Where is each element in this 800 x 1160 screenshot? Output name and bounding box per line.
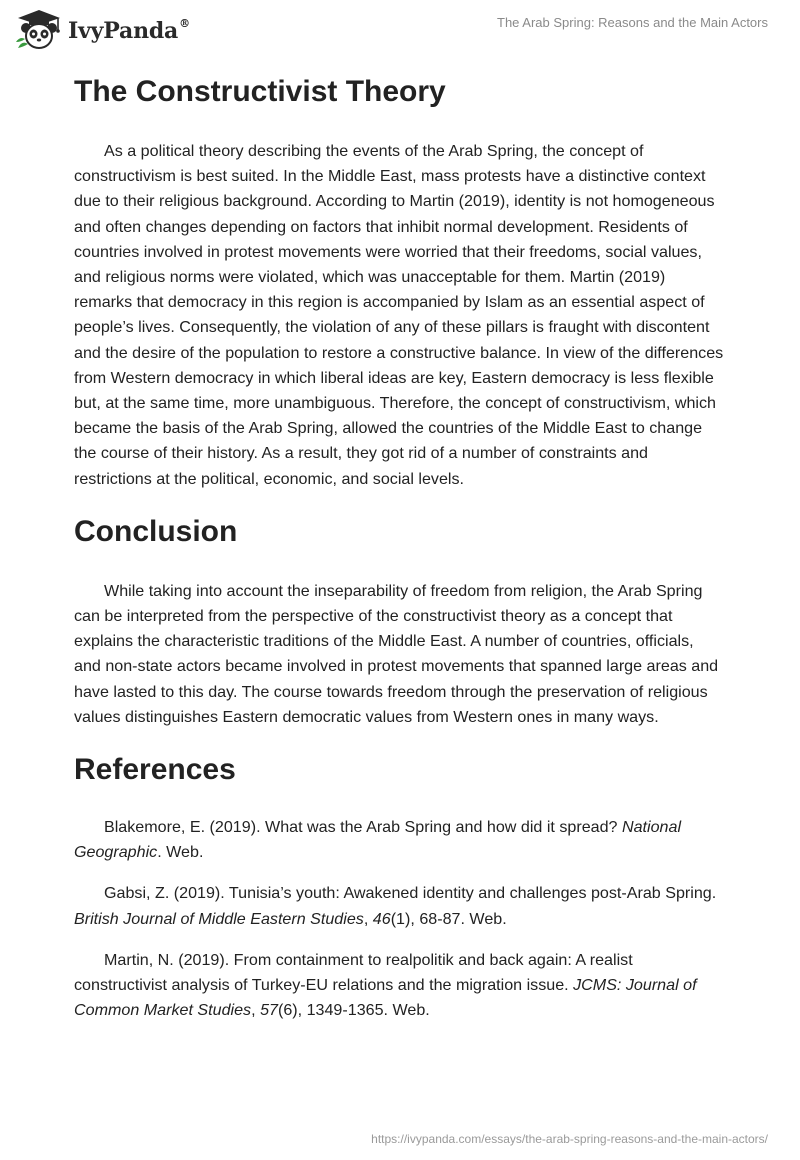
reference-journal: British Journal of Middle Eastern Studies: [74, 909, 364, 928]
running-title: The Arab Spring: Reasons and the Main Actors: [497, 15, 768, 30]
source-url[interactable]: https://ivypanda.com/essays/the-arab-spring-reasons-and-the-main-actors/: [371, 1132, 768, 1146]
reference-text: Gabsi, Z. (2019). Tunisia’s youth: Awakened identity and challenges post-Arab Spring.: [104, 884, 717, 903]
conclusion-paragraph: While taking into account the inseparability of freedom from religion, the Arab Spring can be interpreted from the perspective of the constructivist theory as a concept that explains the characteristic traditions of the Middle East. A number of countries, officials, and non-state actors became involved in protest movements that spanned large areas and have lasted to this day. The course towards freedom through the preservation of religious values distinguishes Eastern democratic values from Western ones in many ways.: [74, 581, 719, 726]
page-header: [0, 0, 800, 60]
section-heading-constructivist-theory: The Constructivist Theory: [74, 75, 446, 108]
constructivist-theory-paragraph: As a political theory describing the events of the Arab Spring, the concept of constructivism is best suited. In the Middle East, mass protests have a distinctive context due to their religious background. According to Martin (2019), identity is not homogeneous and often changes depending on factors that inhibit normal development. Residents of countries involved in protest movements were worried that their freedoms, social values, and religious norms were violated, which was unacceptable for them. Martin (2019) remarks that democracy in this region is accompanied by Islam as an essential aspect of people’s lives. Consequently, the violation of any of these pillars is fraught with discontent and the desire of the population to restore a constructive balance. In view of the differences from Western democracy in which liberal ideas are key, Eastern democracy is less flexible but, at the same time, more unambiguous. Therefore, the concept of constructivism, which became the basis of the Arab Spring, allowed the countries of the Middle East to change the course of their history. As a result, they got rid of a number of constraints and restrictions at the political, economic, and social levels.: [74, 142, 724, 488]
section-heading-conclusion: Conclusion: [74, 514, 238, 548]
reference-volume: 46: [372, 909, 391, 928]
reference-item: [74, 815, 724, 865]
reference-text-end: (6), 1349-1365. Web.: [277, 1001, 430, 1020]
logo-name: IvyPanda: [68, 18, 179, 44]
ivypanda-logo[interactable]: [14, 8, 190, 52]
reference-item: [74, 881, 724, 931]
section-heading-references: References: [74, 753, 236, 787]
logo-wordmark: [68, 18, 190, 44]
reference-list: [74, 815, 724, 1023]
reference-text-end: (1), 68-87. Web.: [390, 909, 507, 928]
reference-text: Martin, N. (2019). From containment to realpolitik and back again: A realist constructivist analysis of Turkey-EU relations and the migration issue.: [74, 950, 633, 995]
registered-mark: ®: [179, 16, 190, 30]
reference-journal: JCMS: Journal of Common Market Studies: [74, 976, 697, 1020]
reference-text-end: . Web.: [157, 843, 204, 862]
reference-journal: National Geographic: [74, 818, 682, 862]
reference-item: [74, 948, 724, 1024]
panda-graduate-icon: [14, 8, 64, 52]
essay-content: [74, 70, 724, 1039]
reference-volume: 57: [260, 1001, 278, 1020]
reference-text: Blakemore, E. (2019). What was the Arab Spring and how did it spread?: [104, 818, 622, 837]
reference-separator: ,: [363, 909, 373, 928]
reference-separator: ,: [251, 1001, 261, 1020]
